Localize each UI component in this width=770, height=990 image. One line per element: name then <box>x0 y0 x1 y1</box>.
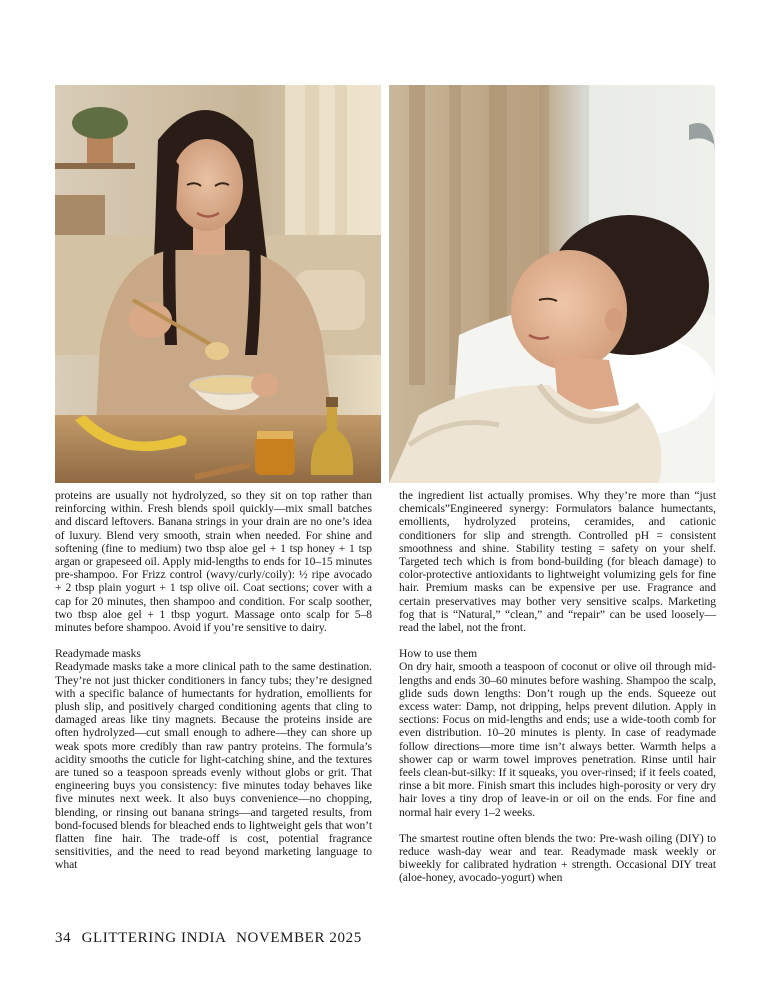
subheading-how-to-use: How to use them <box>399 647 478 661</box>
paragraph-readymade-masks: Readymade masks take a more clinical path to the same destination. They’re not just thicker conditioners in fancy tubs; they’re designed with a specific balance of humectants for hydration, emollients for plush slip, and positively charged conditioning agents that cling to damaged areas like tiny magnets. Because the proteins inside are often hydrolyzed—cut small enough to adhere—they can shore up weak spots more credibly than raw pantry proteins. The formula’s acidity smooths the cuticle for light-catching shine, and the textures are tuned so a teaspoon spreads evenly without globs or grit. That engineering buys you consistency: five minutes today behaves like five minutes next week. It also buys convenience—no chopping, blending, or rinsing out banana strings—and targeted results, from bond-focused blends for bleached ends to lightweight gels that won’t flatten fine hair. The trade-off is cost, potential fragrance sensitivities, and the need to read beyond marketing language to what <box>55 660 372 872</box>
paragraph-engineered-synergy: the ingredient list actually promises. Why they’re more than “just chemicals”Engineered synergy: Formulators balance humectants, emollients, hydrolyzed proteins, ceramides, and cationic conditioners for slip and strength. Controlled pH = consistent smoothness and shine. Stability testing = safety on your shelf. Targeted tech which is from bond-building (for bleach damage) to color-protective antioxidants to lightweight volumizing gels for fine hair. Premium masks can be expensive per use. Fragrance and certain preservatives may bother very sensitive scalps. Marketing fog that is “Natural,” “clean,” and “repair” can be used loosely—read the label, not the front. <box>399 489 716 635</box>
paragraph-diy-recipes: proteins are usually not hydrolyzed, so they sit on top rather than reinforcing within. Fresh blends spoil quickly—mix small batches and discard leftovers. Banana strings in your drain are no one’s idea of luxury. Blend very smooth, strain when needed. For shine and softening (fine to medium) two tbsp aloe gel + 1 tsp honey + 1 tsp argan or grapeseed oil. Apply mid-lengths to ends for 10–15 minutes pre-shampoo. For Frizz control (wavy/curly/coily): ½ ripe avocado + 2 tbsp plain yogurt + 1 tsp olive oil. Coat sections; cover with a cap for 20 minutes, then shampoo and condition. For scalp soother, two tbsp aloe gel + 1 tbsp yogurt. Massage onto scalp for 5–8 minutes before shampoo. Avoid if you’re sensitive to dairy. <box>55 489 372 635</box>
article-column-left <box>55 489 372 872</box>
paragraph-smartest-routine: The smartest routine often blends the two: Pre-wash oiling (DIY) to reduce wash-day wear and tear. Readymade mask weekly or biweekly for calibrated hydration + strength. Occasional DIY treat (aloe-honey, avocado-yogurt) when <box>399 831 716 885</box>
subheading-readymade-masks: Readymade masks <box>55 647 141 661</box>
photo-diy-mask <box>55 85 381 483</box>
article-column-right <box>399 489 716 885</box>
paragraph-how-to-use: On dry hair, smooth a teaspoon of coconut or olive oil through mid-lengths and ends 30–60 minutes before washing. Shampoo the scalp, glide suds down lengths: Don’t rough up the ends. Squeeze out excess water: Damp, not dripping, helps prevent dilution. Apply in sections: Focus on mid-lengths and ends; use a wide-tooth comb for even distribution. 10–20 minutes is plenty. In case of readymade follow directions—more time isn’t always better. Warmth helps a shower cap or warm towel improves penetration. Rinse until hair feels clean-but-silky: If it squeaks, you over-rinsed; if it feels coated, rinse a bit more. Finish smart this includes high-porosity or very dry hair loves a tiny drop of leave-in or oil on the ends. For fine and normal hair every 1–2 weeks. <box>399 660 716 819</box>
page-number: 34 <box>55 930 72 946</box>
photo-salon-wash <box>389 85 715 483</box>
magazine-name: GLITTERING INDIA <box>81 930 226 946</box>
page-footer <box>55 930 362 947</box>
issue-date: NOVEMBER 2025 <box>236 930 362 946</box>
